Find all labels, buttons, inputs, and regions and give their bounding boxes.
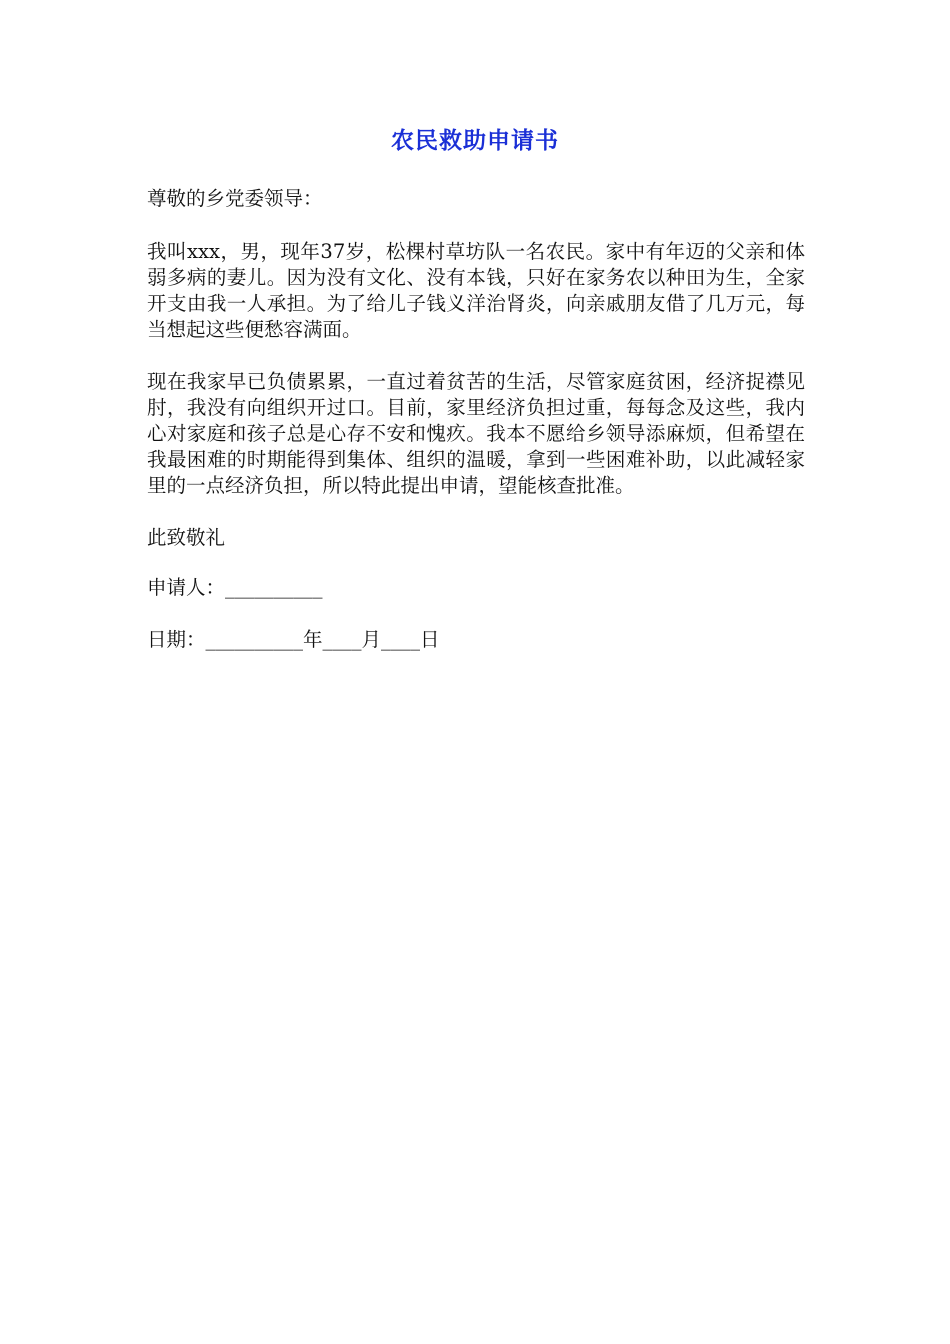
applicant-label: 申请人： [147, 576, 226, 599]
date-line [147, 627, 805, 653]
body-paragraph-1: 我叫xxx，男，现年37岁，松棵村草坊队一名农民。家中有年迈的父亲和体弱多病的妻儿。因为没有文化、没有本钱，只好在家务农以种田为生，全家开支由我一人承担。为了给儿子钱义洋治肾炎，向亲戚朋友借了几万元，每当想起这些便愁容满面。 [147, 240, 805, 341]
document-title: 农民救助申请书 [391, 128, 559, 154]
date-month-blank: ____ [322, 628, 362, 651]
date-month-label: 月 [361, 628, 382, 651]
body-paragraph-2: 现在我家早已负债累累，一直过着贫苦的生活，尽管家庭贫困，经济捉襟见肘，我没有向组织开过口。目前，家里经济负担过重，每每念及这些，我内心对家庭和孩子总是心存不安和愧疚。我本不愿给乡领导添麻烦，但希望在我最困难的时期能得到集体、组织的温暖，拿到一些困难补助，以此减轻家里的一点经济负担，所以特此提出申请，望能核查批准。 [147, 370, 805, 497]
salutation: 尊敬的乡党委领导： [147, 187, 323, 210]
applicant-line [147, 575, 805, 601]
date-label: 日期： [147, 628, 206, 651]
date-year-blank: __________ [205, 628, 304, 651]
date-day-blank: ____ [381, 628, 421, 651]
document-body [147, 186, 805, 679]
applicant-blank: __________ [225, 576, 323, 599]
date-year-label: 年 [303, 628, 323, 651]
closing-line: 此致敬礼 [147, 526, 226, 549]
date-day-label: 日 [420, 628, 440, 651]
